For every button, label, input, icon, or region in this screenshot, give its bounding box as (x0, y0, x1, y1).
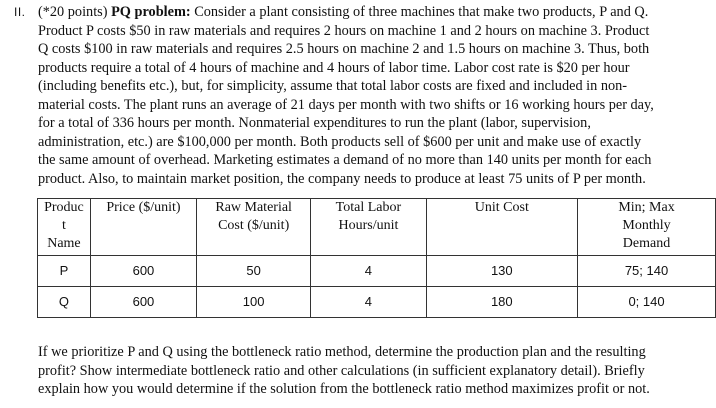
cell-unit-cost: 180 (426, 287, 577, 318)
header-raw-material: Raw Material Cost ($/unit) (197, 199, 311, 256)
question-block (38, 343, 698, 399)
problem-title: PQ problem: (111, 4, 191, 20)
problem-text-line: material costs. The plant runs an average of 21 days per month with two shifts or 16 working hours per day, (38, 96, 654, 113)
cell-product: P (38, 256, 91, 287)
cell-labor-hours: 4 (311, 287, 426, 318)
header-demand: Min; Max Monthly Demand (578, 199, 716, 256)
table-row (38, 287, 716, 318)
problem-text-line: (including benefits etc.), but, for simplicity, assume that total labor costs are fixed and included in non- (38, 78, 628, 94)
header-labor-hours: Total Labor Hours/unit (311, 199, 426, 256)
problem-text-line: Consider a plant consisting of three machines that make two products, P and Q. (194, 4, 649, 20)
problem-text-line: the same amount of overhead. Marketing estimates a demand of no more than 140 units per month for each (38, 152, 652, 168)
header-product-name: Produc t Name (38, 199, 91, 256)
cell-product: Q (38, 287, 91, 318)
table-row (38, 256, 716, 287)
problem-line-1 (38, 3, 704, 22)
question-line: profit? Show intermediate bottleneck ratio and other calculations (in sufficient explanatory detail). Briefly (38, 362, 645, 379)
product-table (37, 198, 716, 318)
cell-price: 600 (90, 256, 196, 287)
question-line: explain how you would determine if the solution from the bottleneck ratio method maximizes profit or not. (38, 381, 650, 397)
problem-text-line: products require a total of 4 hours of machine and 4 hours of labor time. Labor cost rate is $20 per hour (38, 59, 630, 76)
problem-text-line: administration, etc.) are $100,000 per month. Both products sell of $600 per unit and make use of exactly (38, 133, 642, 150)
table-header-row (38, 199, 716, 256)
cell-demand: 0; 140 (578, 287, 716, 318)
header-price: Price ($/unit) (90, 199, 196, 256)
problem-text-line: Q costs $100 in raw materials and requires 2.5 hours on machine 2 and 1.5 hours on machine 3. Thus, both (38, 41, 650, 57)
problem-text-line: product. Also, to maintain market position, the company needs to produce at least 75 units of P per month. (38, 170, 646, 187)
cell-unit-cost: 130 (426, 256, 577, 287)
cell-raw-material: 100 (197, 287, 311, 318)
cell-labor-hours: 4 (311, 256, 426, 287)
cell-raw-material: 50 (197, 256, 311, 287)
problem-number: II. (14, 5, 26, 19)
points-label: (*20 points) (38, 4, 108, 20)
question-line: If we prioritize P and Q using the bottleneck ratio method, determine the production plan and the resulting (38, 344, 646, 360)
problem-text-line: Product P costs $50 in raw materials and requires 2 hours on machine 1 and 2 hours on machine 3. Product (38, 22, 650, 39)
problem-text (38, 3, 704, 188)
cell-price: 600 (90, 287, 196, 318)
cell-demand: 75; 140 (578, 256, 716, 287)
problem-text-line: for a total of 336 hours per month. Nonmaterial expenditures to run the plant (labor, supervision, (38, 115, 591, 131)
header-unit-cost: Unit Cost (426, 199, 577, 256)
